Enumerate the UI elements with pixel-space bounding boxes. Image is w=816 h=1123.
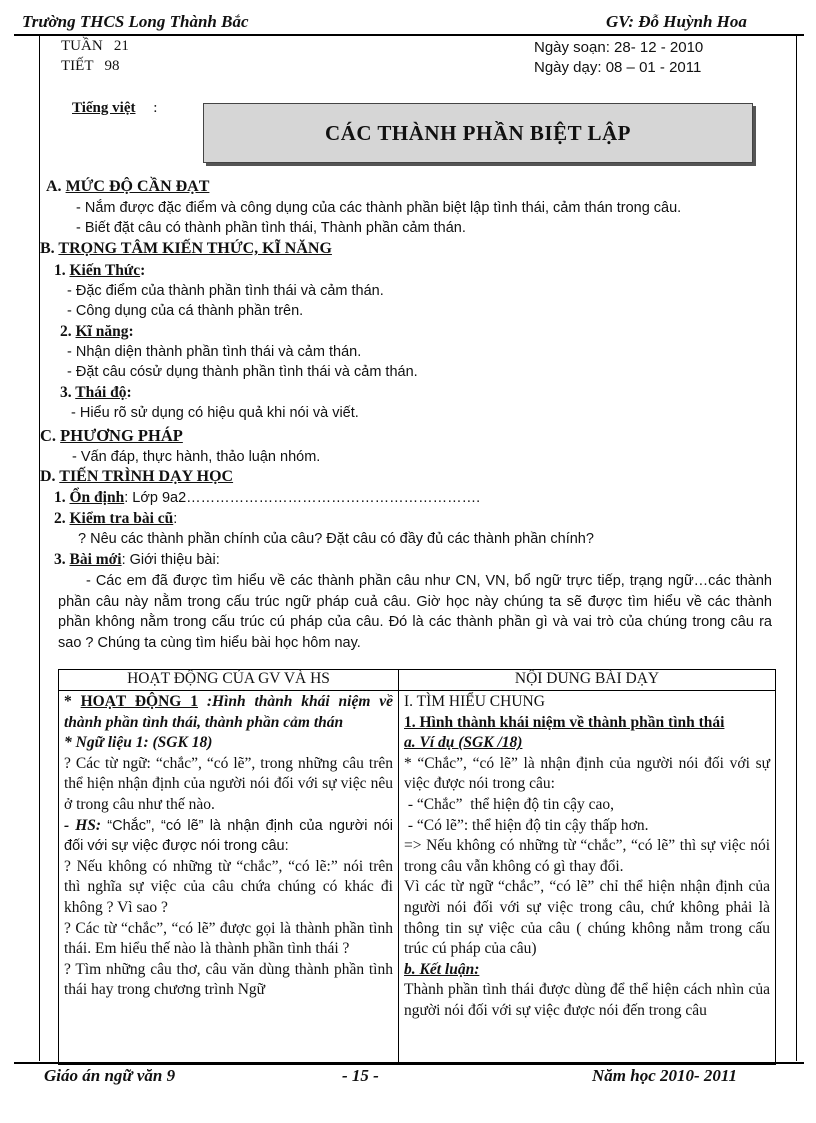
- subject-name: Tiếng việt: [72, 100, 136, 116]
- knowledge-num: 1.: [54, 262, 70, 279]
- footer-book: Giáo án ngữ văn 9: [44, 1066, 176, 1085]
- section-b-heading: [40, 240, 332, 258]
- activity-heading: [64, 692, 393, 733]
- intro-paragraph: - Các em đã được tìm hiểu về các thành phần câu như CN, VN, bổ ngữ trực tiếp, trạng ngữ…các thành phần câu này nằm trong cấu trúc ngữ pháp cuả câu. Giờ học này chúng ta sẽ được tìm hiểu về các thành phần không nằm trong cấu trúc cú pháp của câu. Đó là các thành phần gì và vai trò của chúng trong câu ra sao ? Chúng ta cùng tìm hiểu bài học hôm nay.: [58, 573, 772, 651]
- section-a-line-1: - Nắm được đặc điểm và công dụng của các thành phần biệt lập tình thái, cảm thán trong câu.: [76, 200, 682, 216]
- table-header-content: NỘI DUNG BÀI DẠY: [399, 670, 776, 691]
- activity-cell: [59, 691, 399, 1065]
- lesson-table: [58, 669, 776, 1065]
- skills-num: 2.: [60, 323, 76, 340]
- section-d-title: TIẾN TRÌNH DẠY HỌC: [59, 468, 234, 485]
- section-c-title: PHƯƠNG PHÁP: [60, 426, 183, 445]
- section-a-title: MỨC ĐỘ CẦN ĐẠT: [65, 178, 210, 195]
- skills-line-1: - Nhận diện thành phần tình thái và cảm thán.: [67, 344, 362, 360]
- concept-heading: [404, 713, 770, 734]
- section-b-prefix: B.: [40, 240, 59, 257]
- subject-label: [72, 100, 157, 117]
- content-line-5: Vì các từ ngữ “chắc”, “có lẽ” chỉ thể hiện nhận định của người nói đối với sự việc trong câu, chứ không phải là thông tin sự việc của câu ( chúng không nằm trong cấu trúc cú pháp của câu): [404, 878, 770, 958]
- footer-school-year: Năm học 2010- 2011: [592, 1066, 737, 1085]
- page-title: CÁC THÀNH PHẦN BIỆT LẬP: [325, 120, 631, 145]
- section-d-heading: [40, 468, 233, 486]
- attitude-colon: :: [126, 384, 132, 401]
- header-school: Trường THCS Long Thành Bắc: [22, 12, 249, 31]
- activity-title: :Hình thành khái niệm về thành phần tình thái, thành phần cảm thán: [64, 693, 394, 731]
- content-line-4: => Nếu không có những từ “chắc”, “có lẽ” thì sự việc nói trong câu vẫn không có gì thay đổi.: [404, 837, 770, 875]
- activity-bullet: *: [64, 693, 81, 710]
- part-text: I. TÌM HIỂU CHUNG: [404, 693, 545, 710]
- student-answer: [64, 816, 393, 857]
- example-heading: a. Ví dụ (SGK /18): [404, 734, 523, 752]
- header-teacher: GV: Đỗ Huỳnh Hoa: [606, 12, 747, 31]
- week-label: TUẦN 21: [61, 38, 129, 54]
- question-2: ? Nếu không có những từ “chắc”, “có lẽ:” nói trên thì nghĩa sự việc của câu chứa chúng có khác đi không ? Vì sao ?: [64, 857, 393, 916]
- step-2-text: :: [173, 511, 178, 527]
- attitude-heading: [60, 384, 132, 402]
- step-3-num: 3.: [54, 551, 70, 568]
- section-a-heading: [46, 178, 209, 196]
- knowledge-line-1: - Đặc điểm của thành phần tình thái và cảm thán.: [67, 283, 384, 299]
- question-4: ? Tìm những câu thơ, câu văn dùng thành phần tình thái hay trong chương trình Ngữ: [64, 960, 393, 999]
- skills-line-2: - Đặt câu cósử dụng thành phần tình thái và cảm thán.: [67, 364, 418, 380]
- knowledge-heading: [54, 262, 145, 280]
- footer-rule: [14, 1062, 804, 1064]
- material-ref: * Ngữ liệu 1: (SGK 18): [64, 734, 213, 752]
- skills-colon: :: [128, 323, 134, 340]
- prep-date: Ngày soạn: 28- 12 - 2010: [534, 39, 704, 56]
- knowledge-label: Kiến Thức: [69, 262, 141, 279]
- section-c-heading: [40, 426, 183, 446]
- step-3: [54, 551, 220, 569]
- step-2: [54, 510, 177, 528]
- student-answer-text: “Chắc”, “có lẽ” là nhận định của người nói đối với sự việc được nói trong câu:: [64, 817, 393, 855]
- question-3: ? Các từ “chắc”, “có lẽ” được gọi là thành phần tình thái. Em hiểu thế nào là thành phần tình thái ?: [64, 919, 393, 958]
- section-d-prefix: D.: [40, 468, 60, 485]
- teach-date: Ngày dạy: 08 – 01 - 2011: [534, 59, 702, 76]
- knowledge-colon: :: [140, 262, 146, 279]
- concept-text: 1. Hình thành khái niệm về thành phần tình thái: [404, 713, 725, 731]
- step-2-label: Kiểm tra bài cũ: [69, 510, 174, 527]
- skills-heading: [60, 323, 134, 341]
- part-heading: [404, 692, 770, 713]
- step-1-label: Ổn định: [69, 489, 125, 506]
- content-line-3: - “Có lẽ”: thể hiện độ tin cậy thấp hơn.: [404, 816, 649, 834]
- attitude-label: Thái độ: [75, 384, 127, 401]
- section-c-line-1: - Vấn đáp, thực hành, thảo luận nhóm.: [72, 449, 321, 465]
- step-2-num: 2.: [54, 510, 70, 527]
- section-b-title: TRỌNG TÂM KIẾN THỨC, KĨ NĂNG: [58, 240, 332, 257]
- section-a-prefix: A.: [46, 178, 66, 195]
- skills-label: Kĩ năng: [75, 323, 129, 340]
- title-box: [203, 103, 753, 163]
- content-line-6: Thành phần tình thái được dùng để thể hiện cách nhìn của người nói đối với sự việc được nói đến trong câu: [404, 981, 770, 1019]
- step-3-label: Bài mới: [69, 551, 122, 568]
- step-3-text: : Giới thiệu bài:: [121, 552, 220, 568]
- subject-colon: :: [153, 100, 158, 116]
- footer-page-number: - 15 -: [342, 1066, 379, 1085]
- section-a-line-2: - Biết đặt câu có thành phần tình thái, Thành phần cảm thán.: [76, 220, 466, 236]
- content-line-2: - “Chắc” thể hiện độ tin cậy cao,: [404, 795, 615, 813]
- period-label: TIẾT 98: [61, 58, 120, 74]
- table-header-activity: HOẠT ĐỘNG CỦA GV VÀ HS: [59, 670, 399, 691]
- attitude-line-1: - Hiểu rõ sử dụng có hiệu quả khi nói và viết.: [71, 405, 359, 421]
- student-label: - HS:: [64, 816, 102, 834]
- step-1-num: 1.: [54, 489, 70, 506]
- conclusion-heading: b. Kết luận:: [404, 960, 480, 978]
- content-line-1: * “Chắc”, “có lẽ” là nhận định của người nói đối với sự việc được nói trong câu:: [404, 754, 770, 793]
- knowledge-line-2: - Công dụng của cá thành phần trên.: [67, 303, 304, 319]
- step-1: [54, 489, 480, 507]
- content-cell: [399, 691, 776, 1065]
- step-1-text: : Lớp 9a2…………………………………………………….: [124, 490, 481, 506]
- section-c-prefix: C.: [40, 426, 61, 445]
- question-1: ? Các từ ngữ: “chắc”, “có lẽ”, trong những câu trên thể hiện nhận định của người nói đối với sự việc nêu ở trong câu như thế nào.: [64, 754, 393, 813]
- attitude-num: 3.: [60, 384, 76, 401]
- step-2-question: ? Nêu các thành phần chính của câu? Đặt câu có đầy đủ các thành phần chính?: [78, 531, 594, 547]
- activity-label: HOẠT ĐỘNG 1: [80, 693, 198, 710]
